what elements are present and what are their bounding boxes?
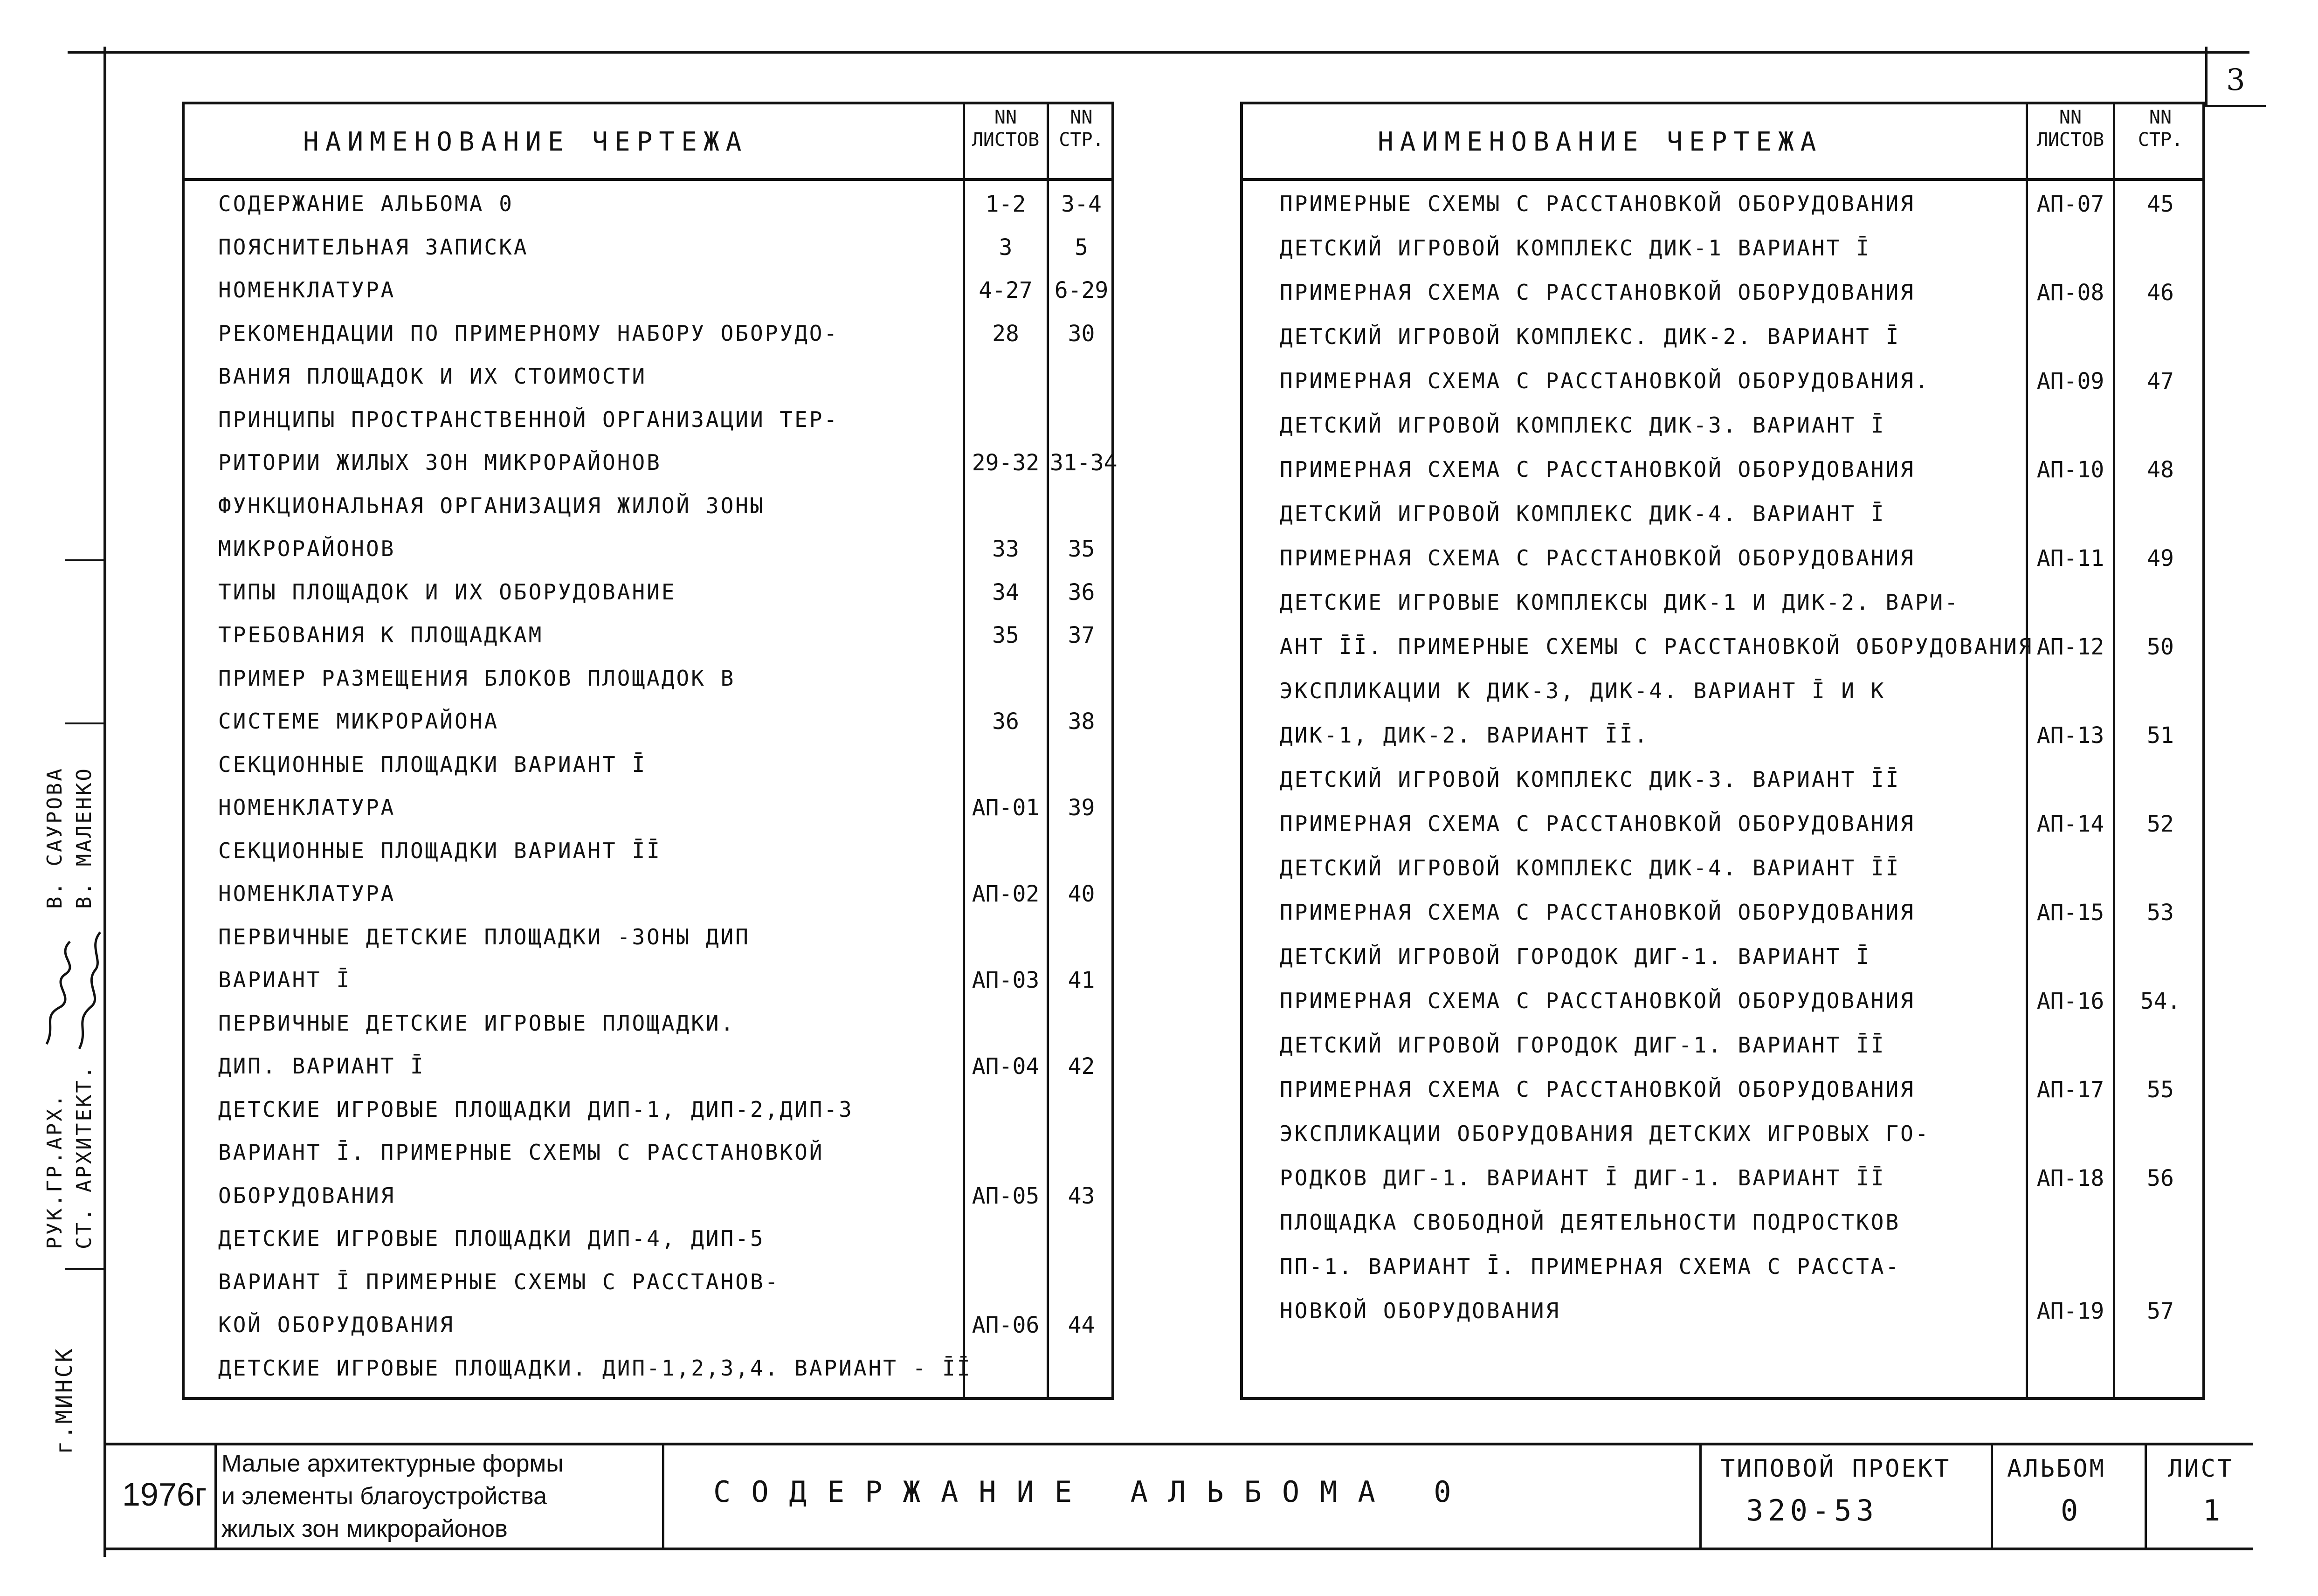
tb-album-value: 0 (2061, 1493, 2078, 1527)
contents-row-text: ПП-1. ВАРИАНТ Ī. ПРИМЕРНАЯ СХЕМА С РАССТА- (1280, 1254, 1901, 1279)
side-stamp-divider (65, 1268, 103, 1270)
contents-row-text: ПРИМЕР РАЗМЕЩЕНИЯ БЛОКОВ ПЛОЩАДОК В (218, 665, 736, 691)
contents-row-text: СИСТЕМЕ МИКРОРАЙОНА (218, 709, 499, 734)
contents-row-sheets: АП-18 (2036, 1165, 2104, 1191)
contents-row-text: ПРИМЕРНАЯ СХЕМА С РАССТАНОВКОЙ ОБОРУДОВАНИЯ (1280, 811, 1915, 836)
sheets-header-line: NN (2059, 107, 2082, 128)
contents-row-sheets: АП-19 (2036, 1298, 2104, 1324)
contents-row-pages: 56 (2147, 1165, 2174, 1191)
contents-row-text: ДЕТСКИЙ ИГРОВОЙ ГОРОДОК ДИГ-1. ВАРИАНТ Ī (1280, 944, 1871, 969)
contents-row-text: ЭКСПЛИКАЦИИ ОБОРУДОВАНИЯ ДЕТСКИХ ИГРОВЫХ ГО- (1280, 1121, 1930, 1146)
tb-year: 1976г (122, 1476, 207, 1513)
contents-row-pages: 52 (2147, 811, 2174, 837)
contents-row-pages: 50 (2147, 634, 2174, 660)
contents-row-pages: 37 (1068, 622, 1095, 648)
contents-row-sheets: 35 (992, 622, 1019, 648)
tb-project-number: 320-53 (1746, 1493, 1878, 1527)
contents-row-pages: 55 (2147, 1077, 2174, 1103)
contents-row-text: ВАРИАНТ Ī. ПРИМЕРНЫЕ СХЕМЫ С РАССТАНОВКОЙ (218, 1140, 824, 1165)
side-role-1: РУК.ГР.АРХ. (43, 1093, 67, 1249)
contents-row-text: МИКРОРАЙОНОВ (218, 536, 396, 561)
contents-row-text: НОМЕНКЛАТУРА (218, 277, 396, 303)
contents-row-sheets: АП-11 (2036, 545, 2104, 571)
contents-row-pages: 54. (2140, 988, 2181, 1014)
contents-row-sheets: 4-27 (979, 277, 1033, 303)
contents-row-pages: 47 (2147, 368, 2174, 394)
contents-row-text: ДЕТСКИЕ ИГРОВЫЕ ПЛОЩАДКИ ДИП-1, ДИП-2,ДИП-3 (218, 1096, 854, 1122)
contents-row-sheets: АП-01 (972, 795, 1040, 821)
contents-row-text: АНТ ĪĪ. ПРИМЕРНЫЕ СХЕМЫ С РАССТАНОВКОЙ ОБОРУДОВАНИЯ (1280, 634, 2034, 659)
pages-header-line: СТР. (2138, 129, 2183, 151)
contents-row-sheets: АП-12 (2036, 634, 2104, 660)
contents-row-text: ДИК-1, ДИК-2. ВАРИАНТ ĪĪ. (1280, 722, 1649, 748)
contents-row-pages: 40 (1068, 881, 1095, 907)
contents-row-pages: 41 (1068, 967, 1095, 993)
contents-row-text: НОМЕНКЛАТУРА (218, 795, 396, 820)
tb-divider (1699, 1443, 1702, 1550)
contents-row-pages: 31-34 (1050, 450, 1118, 476)
contents-row-pages: 3-4 (1061, 191, 1102, 217)
contents-row-pages: 57 (2147, 1298, 2174, 1324)
contents-row-sheets: АП-05 (972, 1183, 1040, 1209)
contents-row-sheets: АП-10 (2036, 457, 2104, 483)
sheets-header-line: ЛИСТОВ (972, 129, 1040, 151)
contents-row-sheets: АП-17 (2036, 1077, 2104, 1103)
contents-row-text: ДЕТСКИЙ ИГРОВОЙ ГОРОДОК ДИГ-1. ВАРИАНТ ĪĪ (1280, 1032, 1886, 1058)
tb-sheet-title: СОДЕРЖАНИЕ АЛЬБОМА 0 (713, 1475, 1472, 1509)
contents-row-sheets: 28 (992, 320, 1019, 347)
tb-divider (1991, 1443, 1993, 1550)
contents-row-text: СОДЕРЖАНИЕ АЛЬБОМА 0 (218, 191, 514, 216)
tb-album-label: АЛЬБОМ (2007, 1455, 2106, 1483)
contents-row-sheets: АП-03 (972, 967, 1040, 993)
contents-row-pages: 6-29 (1054, 277, 1109, 303)
tb-project-title-line: и элементы благоустройства (221, 1483, 547, 1510)
contents-row-text: СЕКЦИОННЫЕ ПЛОЩАДКИ ВАРИАНТ ĪĪ (218, 838, 662, 863)
contents-row-text: РИТОРИИ ЖИЛЫХ ЗОН МИКРОРАЙОНОВ (218, 450, 662, 475)
contents-row-sheets: 34 (992, 579, 1019, 605)
contents-row-pages: 46 (2147, 280, 2174, 306)
tb-sheet-value: 1 (2203, 1493, 2221, 1527)
tb-project-title-line: жилых зон микрорайонов (221, 1515, 508, 1542)
tb-project-title-line: Малые архитектурные формы (221, 1450, 564, 1477)
right-col-separator (2113, 102, 2115, 1400)
contents-row-text: РОДКОВ ДИГ-1. ВАРИАНТ Ī ДИГ-1. ВАРИАНТ ĪĪ (1280, 1165, 1886, 1190)
sheets-header-line: NN (994, 107, 1017, 128)
contents-row-pages: 49 (2147, 545, 2174, 571)
contents-row-pages: 36 (1068, 579, 1095, 605)
frame-bottom-line (103, 1548, 2253, 1550)
contents-row-sheets: 33 (992, 536, 1019, 562)
contents-row-text: ОБОРУДОВАНИЯ (218, 1183, 396, 1208)
frame-top-line (68, 51, 2249, 54)
contents-row-sheets: АП-16 (2036, 988, 2104, 1014)
contents-row-sheets: АП-02 (972, 881, 1040, 907)
contents-row-pages: 35 (1068, 536, 1095, 562)
contents-row-text: ДЕТСКИЙ ИГРОВОЙ КОМПЛЕКС ДИК-3. ВАРИАНТ ĪĪ (1280, 767, 1901, 792)
contents-row-text: ТИПЫ ПЛОЩАДОК И ИХ ОБОРУДОВАНИЕ (218, 579, 676, 605)
contents-row-text: ТРЕБОВАНИЯ К ПЛОЩАДКАМ (218, 622, 544, 647)
contents-row-sheets: АП-06 (972, 1312, 1040, 1338)
right-col-separator (2026, 102, 2028, 1400)
contents-row-pages: 53 (2147, 900, 2174, 926)
contents-row-sheets: АП-15 (2036, 900, 2104, 926)
contents-row-pages: 51 (2147, 722, 2174, 749)
contents-row-text: ДЕТСКИЕ ИГРОВЫЕ ПЛОЩАДКИ ДИП-4, ДИП-5 (218, 1226, 765, 1251)
right-header-separator (1240, 178, 2205, 181)
left-header-pages (1050, 106, 1113, 151)
contents-row-pages: 45 (2147, 191, 2174, 217)
left-col-separator (1047, 102, 1049, 1400)
contents-row-text: ДЕТСКИЙ ИГРОВОЙ КОМПЛЕКС. ДИК-2. ВАРИАНТ Ī (1280, 324, 1901, 349)
contents-row-sheets: АП-13 (2036, 722, 2104, 749)
pages-header-line: NN (1070, 107, 1093, 128)
contents-row-sheets: 1-2 (985, 191, 1026, 217)
contents-row-text: ПЛОЩАДКА СВОБОДНОЙ ДЕЯТЕЛЬНОСТИ ПОДРОСТКОВ (1280, 1210, 1901, 1235)
contents-row-text: ПЕРВИЧНЫЕ ДЕТСКИЕ ПЛОЩАДКИ -ЗОНЫ ДИП (218, 924, 750, 949)
side-name-2: В. МАЛЕНКО (72, 767, 96, 909)
contents-row-pages: 42 (1068, 1053, 1095, 1080)
side-role-2: СТ. АРХИТЕКТ. (72, 1064, 96, 1249)
contents-row-text: КОЙ ОБОРУДОВАНИЯ (218, 1312, 455, 1337)
side-stamp-divider (65, 559, 103, 561)
contents-row-sheets: АП-07 (2036, 191, 2104, 217)
contents-row-sheets: АП-04 (972, 1053, 1040, 1080)
tb-divider (214, 1443, 217, 1550)
contents-row-text: ПРИНЦИПЫ ПРОСТРАНСТВЕННОЙ ОРГАНИЗАЦИИ ТЕР- (218, 406, 839, 432)
contents-row-text: ПРИМЕРНАЯ СХЕМА С РАССТАНОВКОЙ ОБОРУДОВАНИЯ (1280, 900, 1915, 925)
contents-row-text: РЕКОМЕНДАЦИИ ПО ПРИМЕРНОМУ НАБОРУ ОБОРУДО- (218, 320, 839, 346)
contents-row-text: ПРИМЕРНАЯ СХЕМА С РАССТАНОВКОЙ ОБОРУДОВАНИЯ (1280, 545, 1915, 571)
contents-row-text: ПЕРВИЧНЫЕ ДЕТСКИЕ ИГРОВЫЕ ПЛОЩАДКИ. (218, 1010, 736, 1036)
contents-row-text: ПРИМЕРНАЯ СХЕМА С РАССТАНОВКОЙ ОБОРУДОВАНИЯ (1280, 280, 1915, 305)
frame-left-line (103, 47, 106, 1557)
sheets-header-line: ЛИСТОВ (2036, 129, 2104, 151)
pages-header-line: СТР. (1059, 129, 1104, 151)
contents-row-text: ДИП. ВАРИАНТ Ī (218, 1053, 425, 1079)
contents-row-pages: 30 (1068, 320, 1095, 347)
contents-row-text: НОВКОЙ ОБОРУДОВАНИЯ (1280, 1298, 1561, 1323)
contents-row-text: ДЕТСКИЙ ИГРОВОЙ КОМПЛЕКС ДИК-1 ВАРИАНТ Ī (1280, 235, 1871, 261)
contents-row-pages: 39 (1068, 795, 1095, 821)
contents-row-text: ПРИМЕРНАЯ СХЕМА С РАССТАНОВКОЙ ОБОРУДОВАНИЯ. (1280, 368, 1930, 393)
contents-row-text: ДЕТСКИЕ ИГРОВЫЕ КОМПЛЕКСЫ ДИК-1 И ДИК-2. ВАРИ- (1280, 590, 1959, 615)
contents-row-pages: 44 (1068, 1312, 1095, 1338)
contents-row-text: ПРИМЕРНАЯ СХЕМА С РАССТАНОВКОЙ ОБОРУДОВАНИЯ (1280, 1077, 1915, 1102)
contents-row-text: СЕКЦИОННЫЕ ПЛОЩАДКИ ВАРИАНТ Ī (218, 751, 647, 777)
contents-row-text: ПРИМЕРНЫЕ СХЕМЫ С РАССТАНОВКОЙ ОБОРУДОВАНИЯ (1280, 191, 1915, 216)
contents-row-pages: 38 (1068, 709, 1095, 735)
contents-row-sheets: АП-08 (2036, 280, 2104, 306)
side-name-1: В. САУРОВА (43, 767, 67, 909)
contents-row-text: ПОЯСНИТЕЛЬНАЯ ЗАПИСКА (218, 234, 529, 260)
contents-row-pages: 5 (1075, 234, 1088, 261)
contents-row-text: ВАРИАНТ Ī ПРИМЕРНЫЕ СХЕМЫ С РАССТАНОВ- (218, 1269, 780, 1294)
tb-divider (662, 1443, 664, 1550)
title-block-top-line (103, 1443, 2253, 1445)
pages-header-line: NN (2149, 107, 2172, 128)
right-header-title: НАИМЕНОВАНИЕ ЧЕРТЕЖА (1378, 127, 1823, 157)
signature-image (37, 914, 107, 1053)
contents-row-pages: 43 (1068, 1183, 1095, 1209)
contents-row-text: ФУНКЦИОНАЛЬНАЯ ОРГАНИЗАЦИЯ ЖИЛОЙ ЗОНЫ (218, 493, 765, 518)
contents-row-text: ЭКСПЛИКАЦИИ К ДИК-3, ДИК-4. ВАРИАНТ Ī И К (1280, 678, 1886, 703)
contents-row-sheets: 29-32 (972, 450, 1040, 476)
tb-divider (2145, 1443, 2147, 1550)
tb-project-title (221, 1447, 564, 1545)
right-header-pages (2116, 106, 2205, 151)
left-col-separator (963, 102, 965, 1400)
contents-row-text: ВАРИАНТ Ī (218, 967, 352, 992)
left-header-sheets (966, 106, 1045, 151)
sheet-number: 3 (2226, 63, 2245, 97)
contents-row-sheets: 3 (999, 234, 1013, 261)
side-stamp-divider (65, 722, 103, 724)
contents-row-text: ДЕТСКИЕ ИГРОВЫЕ ПЛОЩАДКИ. ДИП-1,2,3,4. ВАРИАНТ - ĪĪ (218, 1355, 972, 1381)
tb-project-label: ТИПОВОЙ ПРОЕКТ (1720, 1455, 1951, 1483)
contents-row-text: ВАНИЯ ПЛОЩАДОК И ИХ СТОИМОСТИ (218, 364, 647, 389)
contents-row-sheets: АП-09 (2036, 368, 2104, 394)
contents-row-pages: 48 (2147, 457, 2174, 483)
contents-row-text: ДЕТСКИЙ ИГРОВОЙ КОМПЛЕКС ДИК-4. ВАРИАНТ Ī (1280, 501, 1886, 526)
contents-row-text: ДЕТСКИЙ ИГРОВОЙ КОМПЛЕКС ДИК-4. ВАРИАНТ ĪĪ (1280, 855, 1901, 881)
left-header-title: НАИМЕНОВАНИЕ ЧЕРТЕЖА (303, 127, 748, 157)
side-city: г.МИНСК (51, 1347, 77, 1454)
contents-row-text: ПРИМЕРНАЯ СХЕМА С РАССТАНОВКОЙ ОБОРУДОВАНИЯ (1280, 457, 1915, 482)
right-header-sheets (2029, 106, 2112, 151)
contents-row-sheets: АП-14 (2036, 811, 2104, 837)
contents-row-text: ДЕТСКИЙ ИГРОВОЙ КОМПЛЕКС ДИК-3. ВАРИАНТ Ī (1280, 413, 1886, 438)
left-header-separator (182, 178, 1114, 181)
tb-sheet-label: ЛИСТ (2168, 1455, 2234, 1483)
contents-row-sheets: 36 (992, 709, 1019, 735)
contents-row-text: ПРИМЕРНАЯ СХЕМА С РАССТАНОВКОЙ ОБОРУДОВАНИЯ (1280, 988, 1915, 1013)
contents-row-text: НОМЕНКЛАТУРА (218, 881, 396, 906)
